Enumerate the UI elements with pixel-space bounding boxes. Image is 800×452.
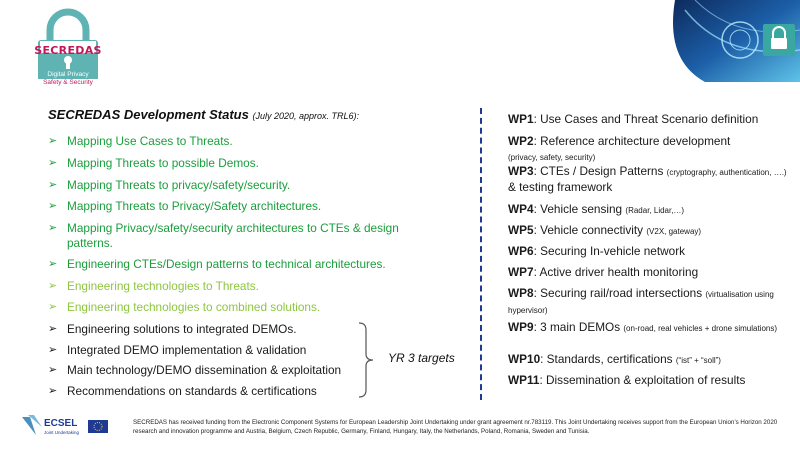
svg-text:Joint Undertaking: Joint Undertaking	[44, 430, 80, 435]
funding-disclaimer: SECREDAS has received funding from the Electronic Component Systems for European Leadership Joint Undertaking under grant agreement nr.783119. This Joint Undertaking receives support from the European Union’s Horizon 2020 research and innovation programme and Austria, Belgium, Czech Republic, Germany, Finland, Hungary, Italy, the Netherlands, Poland, Romania, Sweden and Tunisia.	[133, 419, 778, 435]
wp-item: WP8: Securing rail/road intersections (virtualisation using hypervisor)	[508, 286, 774, 315]
arrow-bullet-icon: ➢	[48, 179, 58, 191]
wp-item: WP11: Dissemination & exploitation of results	[508, 373, 746, 387]
wp-item: WP9: 3 main DEMOs (on-road, real vehicles + drone simulations)	[508, 320, 778, 334]
wp-item: WP2: Reference architecture development (privacy, safety, security)	[508, 134, 731, 162]
arrow-bullet-icon: ➢	[48, 280, 58, 292]
wp-item: WP4: Vehicle sensing (Radar, Lidar,…)	[508, 202, 685, 216]
arrow-bullet-icon: ➢	[48, 157, 58, 169]
arrow-bullet-icon: ➢	[48, 258, 58, 270]
svg-text:ECSEL: ECSEL	[44, 418, 78, 429]
wp-item: WP3: CTEs / Design Patterns (cryptography, authentication, ….) & testing framework	[508, 164, 787, 194]
wp-item: WP5: Vehicle connectivity (V2X, gateway)	[508, 223, 702, 237]
status-item: ➢ Mapping Privacy/safety/security architectures to CTEs & design patterns.	[48, 221, 399, 250]
arrow-bullet-icon: ➢	[48, 364, 58, 376]
curly-bracket-icon	[358, 322, 374, 398]
status-item: ➢ Main technology/DEMO dissemination & exploitation	[48, 363, 342, 377]
arrow-bullet-icon: ➢	[48, 200, 58, 212]
yr3-targets-label: YR 3 targets	[388, 351, 455, 365]
status-item: ➢ Engineering solutions to integrated DEMOs.	[48, 322, 297, 336]
status-heading-note: (July 2020, approx. TRL6):	[252, 111, 360, 121]
status-item: ➢ Mapping Threats to possible Demos.	[48, 156, 259, 170]
status-item: ➢ Recommendations on standards & certifications	[48, 384, 317, 398]
wp-item: WP10: Standards, certifications (“ist” + “soll”)	[508, 352, 721, 366]
status-heading	[48, 107, 359, 122]
status-item: ➢ Engineering CTEs/Design patterns to technical architectures.	[48, 257, 386, 271]
status-heading-title: SECREDAS Development Status	[48, 107, 249, 122]
logo-tagline-2: Safety & Security	[43, 79, 93, 86]
secredas-logo	[24, 8, 112, 86]
status-item: ➢ Engineering technologies to Threats.	[48, 279, 259, 293]
arrow-bullet-icon: ➢	[48, 344, 58, 356]
wp-item: WP7: Active driver health monitoring	[508, 265, 699, 279]
wp-item: WP1: Use Cases and Threat Scenario definition	[508, 112, 759, 126]
status-item: ➢ Engineering technologies to combined solutions.	[48, 300, 321, 314]
arrow-bullet-icon: ➢	[48, 135, 58, 147]
work-package-list	[508, 112, 793, 393]
logo-brand: SECREDAS	[34, 44, 102, 57]
arrow-bullet-icon: ➢	[48, 323, 58, 335]
status-item: ➢ Integrated DEMO implementation & validation	[48, 343, 307, 357]
status-item: ➢ Mapping Threats to privacy/safety/security.	[48, 178, 291, 192]
arrow-bullet-icon: ➢	[48, 301, 58, 313]
wp-item: WP6: Securing In-vehicle network	[508, 244, 686, 258]
column-divider	[480, 108, 482, 400]
arrow-bullet-icon: ➢	[48, 222, 58, 234]
arrow-bullet-icon: ➢	[48, 385, 58, 397]
status-item: ➢ Mapping Threats to Privacy/Safety architectures.	[48, 199, 322, 213]
status-item: ➢ Mapping Use Cases to Threats.	[48, 134, 233, 148]
ecsel-logo	[20, 413, 112, 439]
logo-tagline-1: Digital Privacy	[38, 70, 98, 79]
hero-image	[655, 0, 800, 82]
